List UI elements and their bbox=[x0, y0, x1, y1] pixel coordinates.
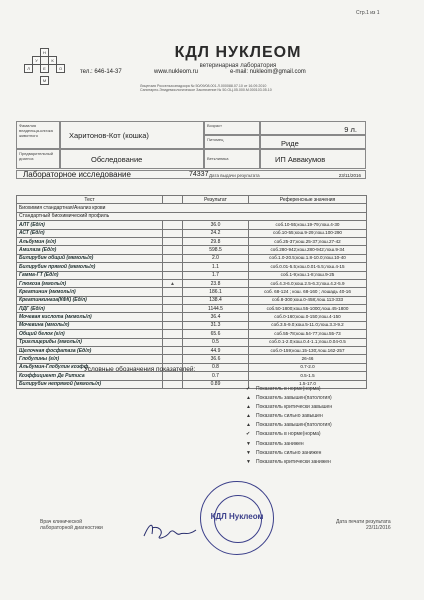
legend-item bbox=[246, 449, 332, 459]
test-name: Мочевина (ммоль/л) bbox=[17, 321, 163, 329]
reference-range: 1.5-17.0 bbox=[249, 380, 367, 388]
test-result: 65.6 bbox=[183, 330, 249, 338]
flag-icon bbox=[163, 338, 183, 346]
table-row bbox=[17, 246, 367, 254]
issue-date-label: Дата выдачи результата bbox=[209, 173, 260, 178]
legend bbox=[246, 386, 333, 468]
legend-symbol-icon: ✔ bbox=[246, 431, 251, 438]
test-result: 2.0 bbox=[183, 254, 249, 262]
reference-range: соб.0-160;кош.0-150;лош.4-150 bbox=[249, 313, 367, 321]
table-row bbox=[17, 305, 367, 313]
test-result: 0.89 bbox=[183, 380, 249, 388]
test-result: 36.0 bbox=[183, 221, 249, 229]
breed-value: Риде bbox=[281, 139, 299, 148]
clinic-label: Ветклиника bbox=[207, 156, 229, 161]
table-row bbox=[17, 229, 367, 237]
reference-range: соб.10-55;кош.19-79;лош.4-30 bbox=[249, 221, 367, 229]
flag-icon bbox=[163, 237, 183, 245]
patient-info bbox=[16, 121, 366, 169]
clinic-label-cell bbox=[204, 149, 260, 169]
lab-title: Лабораторное исследование bbox=[23, 170, 131, 179]
age-label: Возраст bbox=[207, 123, 222, 128]
owner-value-cell bbox=[60, 121, 204, 149]
header-flag bbox=[163, 196, 183, 204]
reference-range: соб.50-1800;кош.55-1000;лош.45-1800 bbox=[249, 305, 367, 313]
section-title: Биохимия стандартная/Анализ крови bbox=[17, 204, 367, 212]
test-name: Общий белок (г/л) bbox=[17, 330, 163, 338]
clinic-value: ИП Аввакумов bbox=[275, 155, 326, 164]
flag-icon bbox=[163, 330, 183, 338]
diagnosis-value-cell bbox=[60, 149, 204, 169]
test-name: АЛТ (Ед/л) bbox=[17, 221, 163, 229]
flag-icon bbox=[163, 296, 183, 304]
breed-label-cell bbox=[204, 135, 260, 149]
test-result: 31.3 bbox=[183, 321, 249, 329]
logo-letter: У bbox=[32, 56, 41, 65]
test-result: 36.6 bbox=[183, 355, 249, 363]
website[interactable]: www.nukleom.ru bbox=[154, 69, 199, 75]
reference-range: соб.1-9;кош.1-8;лош.9-25 bbox=[249, 271, 367, 279]
legend-item bbox=[246, 386, 332, 395]
phone: тел.: 646-14-37 bbox=[80, 69, 122, 75]
legend-item bbox=[246, 395, 332, 404]
reference-range: соб.25-37;кош.25-37;лош.27-42 bbox=[249, 237, 367, 245]
owner-label-cell bbox=[16, 121, 60, 149]
flag-icon bbox=[163, 313, 183, 321]
reference-range: соб.0.1-2.0;кош.0.4-1.1;лош.0.04-0.5 bbox=[249, 338, 367, 346]
legend-text: Показатель в норме(норма) bbox=[256, 386, 321, 392]
clinic-value-cell bbox=[260, 149, 366, 169]
reference-range: соб.3.5-9.0;кош.5-11.0;лош.3.3-9.2 bbox=[249, 321, 367, 329]
legend-symbol-icon: ▼ bbox=[246, 458, 251, 465]
legend-text: Показатель сильно завышен bbox=[256, 413, 323, 420]
flag-icon bbox=[163, 271, 183, 279]
test-result: 138.4 bbox=[183, 296, 249, 304]
legend-symbol-icon: ▼ bbox=[246, 440, 251, 447]
test-name: Глюкоза (ммоль/л) bbox=[17, 279, 163, 287]
reference-range: соб.8-300;кош.0-458;лош.113-333 bbox=[249, 296, 367, 304]
age-value-cell bbox=[260, 121, 366, 135]
flag-icon bbox=[163, 263, 183, 271]
test-name: Щелочная фосфатаза (Ед/л) bbox=[17, 347, 163, 355]
legend-symbol-icon: ▲ bbox=[246, 395, 251, 402]
logo-letter: Л bbox=[24, 64, 33, 73]
print-date-block bbox=[336, 519, 391, 532]
handwritten-signature bbox=[140, 518, 200, 544]
print-date: 23/11/2016 bbox=[366, 525, 391, 532]
email[interactable]: e-mail: nukleom@gmail.com bbox=[230, 69, 306, 75]
test-name: Глобулины (г/л) bbox=[17, 355, 163, 363]
section-row bbox=[17, 204, 367, 212]
test-name: Билирубин общий (мкмоль/л) bbox=[17, 254, 163, 262]
table-row bbox=[17, 330, 367, 338]
legend-text: Показатель критически занижен bbox=[256, 458, 331, 465]
flag-icon bbox=[163, 305, 183, 313]
legend-text: Показатель занижен bbox=[256, 440, 304, 447]
table-row bbox=[17, 288, 367, 296]
doctor-line: лабораторной диагностики bbox=[40, 525, 103, 532]
table-row bbox=[17, 254, 367, 262]
owner-label: Фамилия владельца-кличка животного bbox=[19, 123, 53, 138]
flag-icon bbox=[163, 246, 183, 254]
table-row bbox=[17, 321, 367, 329]
reference-range: соб.280-942;кош.280-942;лош.9-34 bbox=[249, 246, 367, 254]
legend-item bbox=[246, 422, 332, 431]
reference-range: соб. 68-124 ; кош. 68-160 ; лошадь 40-16 bbox=[249, 288, 367, 296]
legend-symbol-icon: ▲ bbox=[246, 404, 251, 411]
legend-text: Показатель сильно занижен bbox=[256, 449, 322, 456]
legend-item bbox=[246, 404, 333, 413]
issue-date: 23/11/2016 bbox=[338, 173, 361, 178]
test-name: Гамма-ГТ (Ед/л) bbox=[17, 271, 163, 279]
table-row bbox=[17, 237, 367, 245]
logo-letter: К bbox=[48, 56, 57, 65]
print-date-label: Дата печати результата bbox=[336, 519, 391, 525]
logo bbox=[22, 48, 68, 86]
test-name: Коэффициент Де Ритиса bbox=[17, 372, 163, 380]
test-name: Билирубин непрямой (мкмоль/л) bbox=[17, 380, 163, 388]
owner-value: Харитонов-Кот (кошка) bbox=[69, 131, 149, 140]
section-row bbox=[17, 212, 367, 220]
diagnosis-label: Предварительный диагноз bbox=[19, 151, 53, 161]
reference-range: соб.0-159;кош.15-130;лош.162-257 bbox=[249, 347, 367, 355]
test-result: 1144.5 bbox=[183, 305, 249, 313]
test-result: 24.2 bbox=[183, 229, 249, 237]
legend-text: Показатель критически завышен bbox=[256, 404, 333, 411]
flag-icon bbox=[163, 229, 183, 237]
legend-symbol-icon: ▼ bbox=[246, 449, 251, 456]
breed-label: Питомец bbox=[207, 137, 224, 142]
license-line: Санитарно-Эпидемиологическое Заключение № 50.ОЦ.05.000.М.000103.05.10 bbox=[140, 88, 272, 93]
test-result: 44.9 bbox=[183, 347, 249, 355]
test-name: ЛДГ (Ед/л) bbox=[17, 305, 163, 313]
reference-range: 26-46 bbox=[249, 355, 367, 363]
header-ref: Референсные значения bbox=[249, 196, 367, 204]
diagnosis-label-cell bbox=[16, 149, 60, 169]
header-result: Результат bbox=[183, 196, 249, 204]
lab-title-bar bbox=[16, 170, 366, 179]
brand-name: КДЛ НУКЛЕОМ bbox=[174, 44, 302, 61]
legend-title: Условные обозначения показателей: bbox=[84, 366, 196, 373]
test-result: 23.8 bbox=[183, 279, 249, 287]
reference-range: соб.4.3-6.0;кош.2.5-6.3;лош.4.2-5.9 bbox=[249, 279, 367, 287]
breed-value-cell bbox=[260, 135, 366, 149]
flag-icon bbox=[163, 355, 183, 363]
age-label-cell bbox=[204, 121, 260, 135]
test-result: 29.8 bbox=[183, 237, 249, 245]
table-header bbox=[17, 196, 367, 204]
test-result: 0.7 bbox=[183, 372, 249, 380]
flag-icon: ▲ bbox=[163, 279, 183, 287]
flag-icon bbox=[163, 321, 183, 329]
reference-range: соб.10-55;кош.9-29;лош.100-290 bbox=[249, 229, 367, 237]
test-result: 0.5 bbox=[183, 338, 249, 346]
clinic-stamp bbox=[200, 481, 274, 555]
legend-symbol-icon: ▲ bbox=[246, 422, 251, 429]
test-name: Альбумин (г/л) bbox=[17, 237, 163, 245]
brand-block bbox=[108, 44, 368, 69]
test-result: 1.1 bbox=[183, 263, 249, 271]
section-subtitle: Стандартный биохимический профиль bbox=[17, 212, 367, 220]
license-line: Лицензия Россельхознадзора № 50/09/08.001.Л.000088.07.10 от 16.09.2010 bbox=[140, 84, 267, 88]
table-row bbox=[17, 271, 367, 279]
doctor-line: Врач клинической bbox=[40, 519, 82, 525]
test-name: Креатинин (мкмоль/л) bbox=[17, 288, 163, 296]
reference-range: 0.7-2.0 bbox=[249, 363, 367, 371]
legend-text: Показатель в норме(норма) bbox=[256, 431, 321, 438]
table-row bbox=[17, 338, 367, 346]
table-row bbox=[17, 263, 367, 271]
page-number: Стр.1 из 1 bbox=[356, 10, 380, 16]
doctor-signature-label bbox=[40, 519, 103, 532]
test-name: АСТ (Ед/л) bbox=[17, 229, 163, 237]
logo-letter: Н bbox=[40, 48, 49, 57]
brand-subtitle: ветеринарная лаборатория bbox=[199, 63, 277, 69]
legend-item bbox=[246, 458, 332, 468]
flag-icon bbox=[163, 221, 183, 229]
reference-range: соб.1.0-20.5;кош.1.8-10.0;лош.10-40 bbox=[249, 254, 367, 262]
table-row bbox=[17, 296, 367, 304]
reference-range: соб.0.01-5.5;кош.0.01-5.5;лош.4-15 bbox=[249, 263, 367, 271]
table-row bbox=[17, 313, 367, 321]
header-test: Тест bbox=[17, 196, 163, 204]
legend-item bbox=[246, 431, 332, 440]
table-row bbox=[17, 279, 367, 287]
test-name: Амилаза (Ед/л) bbox=[17, 246, 163, 254]
stamp-text: КДЛ Нуклеом bbox=[210, 512, 264, 521]
test-result: 186.1 bbox=[183, 288, 249, 296]
table-row bbox=[17, 347, 367, 355]
legend-symbol-icon: ▲ bbox=[246, 413, 251, 420]
logo-letter: Е bbox=[40, 64, 49, 73]
test-name: Билирубин прямой (мкмоль/л) bbox=[17, 263, 163, 271]
flag-icon bbox=[163, 380, 183, 388]
reference-range: соб.55-78;кош.54-77;лош.55-73 bbox=[249, 330, 367, 338]
legend-text: Показатель завышен(патология) bbox=[256, 422, 332, 429]
legend-item bbox=[246, 413, 332, 422]
license-block bbox=[140, 84, 350, 93]
test-result: 36.4 bbox=[183, 313, 249, 321]
legend-item bbox=[246, 440, 332, 450]
diagnosis-value: Обследование bbox=[91, 155, 143, 164]
test-result: 598.5 bbox=[183, 246, 249, 254]
test-result: 1.7 bbox=[183, 271, 249, 279]
test-name: Триглицериды (ммоль/л) bbox=[17, 338, 163, 346]
test-name: Креатинкиназа(КФК) (Ед/л) bbox=[17, 296, 163, 304]
test-name: Альбумин-Глобулин коэфф. bbox=[17, 363, 163, 371]
lab-number: 74337 bbox=[189, 171, 209, 178]
age-value: 9 л. bbox=[344, 125, 357, 134]
test-name: Мочевая кислота (мкмоль/л) bbox=[17, 313, 163, 321]
logo-letter: О bbox=[56, 64, 65, 73]
flag-icon bbox=[163, 347, 183, 355]
flag-icon bbox=[163, 288, 183, 296]
legend-symbol-icon: ✔ bbox=[246, 386, 251, 392]
results-table bbox=[16, 195, 366, 389]
table-row bbox=[17, 221, 367, 229]
test-result: 0.8 bbox=[183, 363, 249, 371]
reference-range: 0.5-1.5 bbox=[249, 372, 367, 380]
table-row bbox=[17, 355, 367, 363]
logo-letter: М bbox=[40, 76, 49, 85]
flag-icon bbox=[163, 254, 183, 262]
legend-text: Показатель завышен(патология) bbox=[256, 395, 332, 402]
